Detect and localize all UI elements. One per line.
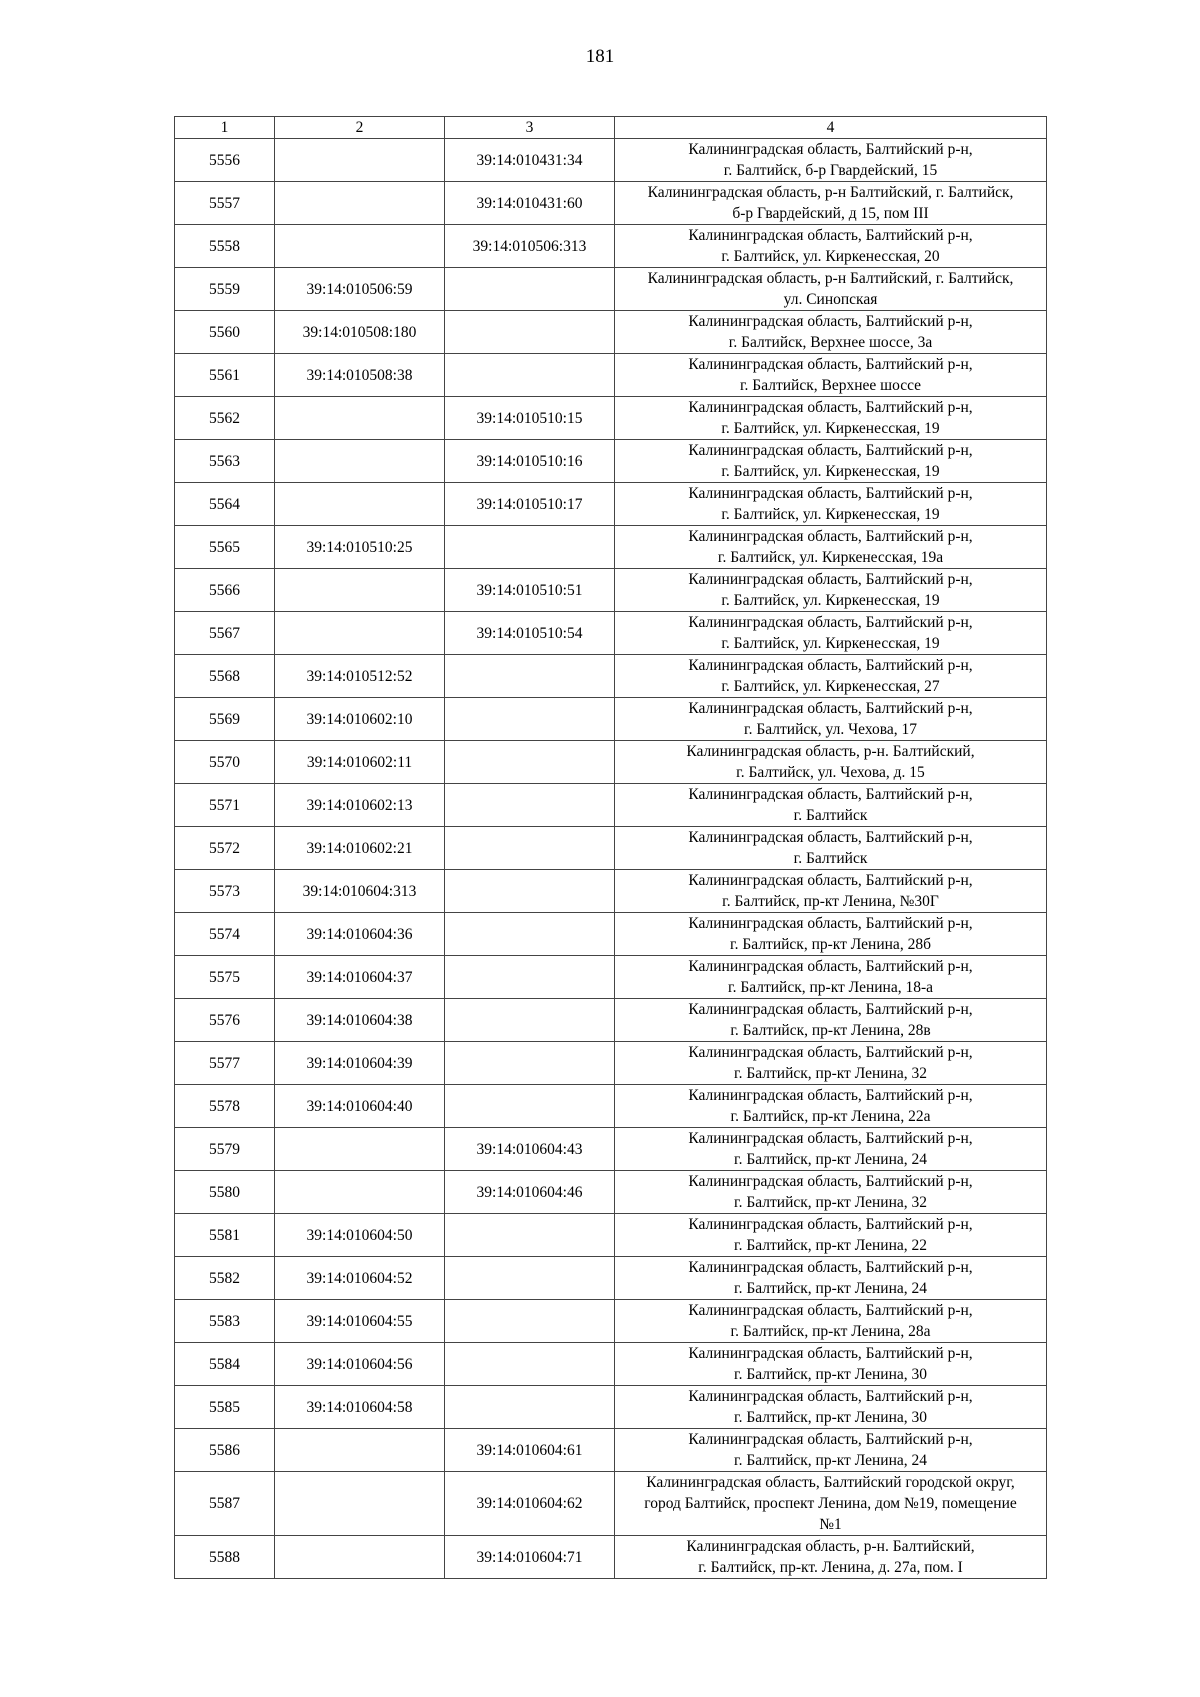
row-number: 5584 xyxy=(175,1343,275,1386)
cadastral-number-col3: 39:14:010604:61 xyxy=(445,1429,615,1472)
address-line-2: г. Балтийск, пр-кт Ленина, 24 xyxy=(733,1280,928,1297)
address-cell xyxy=(615,655,1047,698)
address-line-2: г. Балтийск, ул. Киркенесская, 19а xyxy=(717,549,944,566)
cadastral-number-col3 xyxy=(445,1042,615,1085)
table-row xyxy=(175,655,1047,698)
address-cell xyxy=(615,784,1047,827)
row-number: 5556 xyxy=(175,139,275,182)
address-line-2: ул. Синопская xyxy=(783,291,878,308)
address-line-2: г. Балтийск, ул. Киркенесская, 19 xyxy=(721,463,940,480)
address-cell xyxy=(615,569,1047,612)
address-line-2: б-р Гвардейский, д 15, пом III xyxy=(732,205,929,222)
cadastral-number-col2: 39:14:010604:56 xyxy=(275,1343,445,1386)
address-cell xyxy=(615,741,1047,784)
address-line-1: Калининградская область, Балтийский р-н, xyxy=(688,1130,973,1147)
address-line-2: г. Балтийск, пр-кт Ленина, 28б xyxy=(730,936,931,953)
address-line-1: Калининградская область, Балтийский р-н, xyxy=(688,1388,973,1405)
row-number: 5576 xyxy=(175,999,275,1042)
cadastral-number-col2: 39:14:010602:13 xyxy=(275,784,445,827)
row-number: 5570 xyxy=(175,741,275,784)
cadastral-number-col2: 39:14:010510:25 xyxy=(275,526,445,569)
column-header-3: 3 xyxy=(445,117,615,139)
row-number: 5569 xyxy=(175,698,275,741)
cadastral-number-col2: 39:14:010602:11 xyxy=(275,741,445,784)
address-cell xyxy=(615,913,1047,956)
address-cell xyxy=(615,1171,1047,1214)
address-line-1: Калининградская область, Балтийский р-н, xyxy=(688,915,973,932)
registry-table xyxy=(174,116,1047,1579)
table-row xyxy=(175,1300,1047,1343)
cadastral-number-col2 xyxy=(275,612,445,655)
address-cell xyxy=(615,827,1047,870)
address-cell xyxy=(615,1386,1047,1429)
row-number: 5583 xyxy=(175,1300,275,1343)
address-line-3: №1 xyxy=(819,1516,842,1533)
address-line-1: Калининградская область, Балтийский городской округ, xyxy=(646,1474,1015,1491)
address-line-1: Калининградская область, Балтийский р-н, xyxy=(688,1173,973,1190)
address-line-1: Калининградская область, р-н. Балтийский, xyxy=(686,743,975,760)
row-number: 5581 xyxy=(175,1214,275,1257)
address-cell xyxy=(615,999,1047,1042)
table-row xyxy=(175,526,1047,569)
address-line-2: г. Балтийск, пр-кт Ленина, 22а xyxy=(730,1108,931,1125)
table-row xyxy=(175,1472,1047,1536)
cadastral-number-col2: 39:14:010506:59 xyxy=(275,268,445,311)
address-line-1: Калининградская область, Балтийский р-н, xyxy=(688,1259,973,1276)
cadastral-number-col2: 39:14:010604:40 xyxy=(275,1085,445,1128)
column-header-1: 1 xyxy=(175,117,275,139)
column-header-4: 4 xyxy=(615,117,1047,139)
cadastral-number-col2 xyxy=(275,483,445,526)
cadastral-number-col3 xyxy=(445,1300,615,1343)
address-cell xyxy=(615,1214,1047,1257)
cadastral-number-col2 xyxy=(275,440,445,483)
row-number: 5567 xyxy=(175,612,275,655)
cadastral-number-col3: 39:14:010510:16 xyxy=(445,440,615,483)
table-body xyxy=(175,139,1047,1579)
row-number: 5558 xyxy=(175,225,275,268)
cadastral-number-col2 xyxy=(275,225,445,268)
cadastral-number-col2: 39:14:010604:38 xyxy=(275,999,445,1042)
address-line-2: г. Балтийск, пр-кт Ленина, 32 xyxy=(733,1065,928,1082)
address-line-1: Калининградская область, Балтийский р-н, xyxy=(688,829,973,846)
cadastral-number-col3 xyxy=(445,1085,615,1128)
cadastral-number-col2 xyxy=(275,397,445,440)
row-number: 5560 xyxy=(175,311,275,354)
table-row xyxy=(175,741,1047,784)
address-line-2: г. Балтийск, ул. Киркенесская, 19 xyxy=(721,592,940,609)
table-row xyxy=(175,698,1047,741)
cadastral-number-col3: 39:14:010431:34 xyxy=(445,139,615,182)
cadastral-number-col2: 39:14:010604:39 xyxy=(275,1042,445,1085)
table-row xyxy=(175,268,1047,311)
table-row xyxy=(175,1536,1047,1579)
cadastral-number-col3: 39:14:010431:60 xyxy=(445,182,615,225)
address-cell xyxy=(615,698,1047,741)
table-row xyxy=(175,1085,1047,1128)
address-line-2: г. Балтийск, пр-кт Ленина, №30Г xyxy=(722,893,939,910)
address-line-1: Калининградская область, Балтийский р-н, xyxy=(688,485,973,502)
cadastral-number-col3 xyxy=(445,784,615,827)
cadastral-number-col2 xyxy=(275,1128,445,1171)
cadastral-number-col3 xyxy=(445,913,615,956)
address-line-2: г. Балтийск, пр-кт Ленина, 32 xyxy=(733,1194,928,1211)
cadastral-number-col3 xyxy=(445,354,615,397)
table-row xyxy=(175,569,1047,612)
cadastral-number-col3: 39:14:010506:313 xyxy=(445,225,615,268)
address-line-1: Калининградская область, Балтийский р-н, xyxy=(688,227,973,244)
address-line-2: г. Балтийск, Верхнее шоссе xyxy=(739,377,922,394)
row-number: 5582 xyxy=(175,1257,275,1300)
row-number: 5579 xyxy=(175,1128,275,1171)
address-cell xyxy=(615,268,1047,311)
row-number: 5562 xyxy=(175,397,275,440)
address-line-2: г. Балтийск, пр-кт Ленина, 28в xyxy=(730,1022,931,1039)
table-row xyxy=(175,1429,1047,1472)
cadastral-number-col3 xyxy=(445,698,615,741)
cadastral-number-col3: 39:14:010510:51 xyxy=(445,569,615,612)
address-cell xyxy=(615,1128,1047,1171)
cadastral-number-col3 xyxy=(445,655,615,698)
cadastral-number-col3 xyxy=(445,827,615,870)
cadastral-number-col2 xyxy=(275,1472,445,1536)
address-cell xyxy=(615,354,1047,397)
row-number: 5564 xyxy=(175,483,275,526)
table-row xyxy=(175,999,1047,1042)
cadastral-number-col3 xyxy=(445,1343,615,1386)
table-row xyxy=(175,1128,1047,1171)
address-line-2: г. Балтийск, пр-кт. Ленина, д. 27а, пом. I xyxy=(698,1559,963,1576)
address-line-2: г. Балтийск, пр-кт Ленина, 22 xyxy=(733,1237,928,1254)
address-line-1: Калининградская область, Балтийский р-н, xyxy=(688,356,973,373)
table-row xyxy=(175,225,1047,268)
table-row xyxy=(175,1386,1047,1429)
row-number: 5566 xyxy=(175,569,275,612)
page-number: 181 xyxy=(585,46,615,67)
address-line-2: г. Балтийск, пр-кт Ленина, 28а xyxy=(730,1323,931,1340)
cadastral-number-col2: 39:14:010602:21 xyxy=(275,827,445,870)
cadastral-number-col3 xyxy=(445,999,615,1042)
address-line-1: Калининградская область, Балтийский р-н, xyxy=(688,399,973,416)
row-number: 5577 xyxy=(175,1042,275,1085)
address-line-2: г. Балтийск, ул. Киркенесская, 19 xyxy=(721,506,940,523)
row-number: 5572 xyxy=(175,827,275,870)
address-line-1: Калининградская область, р-н. Балтийский, xyxy=(686,1538,975,1555)
cadastral-number-col2: 39:14:010508:38 xyxy=(275,354,445,397)
cadastral-number-col3 xyxy=(445,268,615,311)
address-cell xyxy=(615,612,1047,655)
address-cell xyxy=(615,1042,1047,1085)
cadastral-number-col2 xyxy=(275,1429,445,1472)
row-number: 5561 xyxy=(175,354,275,397)
cadastral-number-col2 xyxy=(275,1171,445,1214)
table-row xyxy=(175,1343,1047,1386)
cadastral-number-col2: 39:14:010602:10 xyxy=(275,698,445,741)
address-line-2: г. Балтийск, ул. Чехова, 17 xyxy=(744,721,917,738)
address-line-2: г. Балтийск, пр-кт Ленина, 18-а xyxy=(727,979,934,996)
address-line-1: Калининградская область, Балтийский р-н, xyxy=(688,141,973,158)
cadastral-number-col2: 39:14:010604:50 xyxy=(275,1214,445,1257)
address-line-1: Калининградская область, Балтийский р-н, xyxy=(688,528,973,545)
address-cell xyxy=(615,1472,1047,1536)
table-row xyxy=(175,612,1047,655)
address-line-2: г. Балтийск, пр-кт Ленина, 24 xyxy=(733,1452,928,1469)
address-line-2: г. Балтийск, ул. Киркенесская, 19 xyxy=(721,420,940,437)
address-line-1: Калининградская область, Балтийский р-н, xyxy=(688,700,973,717)
row-number: 5559 xyxy=(175,268,275,311)
address-line-1: Калининградская область, Балтийский р-н, xyxy=(688,1431,973,1448)
address-line-2: г. Балтийск, б-р Гвардейский, 15 xyxy=(723,162,938,179)
table-row xyxy=(175,827,1047,870)
row-number: 5574 xyxy=(175,913,275,956)
address-cell xyxy=(615,225,1047,268)
row-number: 5568 xyxy=(175,655,275,698)
cadastral-number-col3 xyxy=(445,956,615,999)
row-number: 5588 xyxy=(175,1536,275,1579)
address-cell xyxy=(615,1085,1047,1128)
cadastral-number-col2: 39:14:010604:52 xyxy=(275,1257,445,1300)
address-line-1: Калининградская область, Балтийский р-н, xyxy=(688,872,973,889)
address-cell xyxy=(615,870,1047,913)
address-line-1: Калининградская область, Балтийский р-н, xyxy=(688,958,973,975)
address-line-1: Калининградская область, Балтийский р-н, xyxy=(688,313,973,330)
address-line-1: Калининградская область, Балтийский р-н, xyxy=(688,1302,973,1319)
address-line-2: г. Балтийск, Верхнее шоссе, 3а xyxy=(728,334,933,351)
table-row xyxy=(175,139,1047,182)
cadastral-number-col3 xyxy=(445,741,615,784)
row-number: 5565 xyxy=(175,526,275,569)
row-number: 5575 xyxy=(175,956,275,999)
address-line-1: Калининградская область, Балтийский р-н, xyxy=(688,571,973,588)
table-row xyxy=(175,1214,1047,1257)
address-line-2: г. Балтийск, ул. Киркенесская, 19 xyxy=(721,635,940,652)
table-row xyxy=(175,440,1047,483)
address-line-2: г. Балтийск xyxy=(793,807,868,824)
cadastral-number-col3 xyxy=(445,526,615,569)
address-line-2: г. Балтийск, пр-кт Ленина, 30 xyxy=(733,1366,928,1383)
address-line-1: Калининградская область, Балтийский р-н, xyxy=(688,1044,973,1061)
table-row xyxy=(175,1042,1047,1085)
row-number: 5573 xyxy=(175,870,275,913)
table-row xyxy=(175,784,1047,827)
address-cell xyxy=(615,397,1047,440)
cadastral-number-col2: 39:14:010604:36 xyxy=(275,913,445,956)
address-cell xyxy=(615,1536,1047,1579)
cadastral-number-col2 xyxy=(275,569,445,612)
cadastral-number-col2 xyxy=(275,139,445,182)
address-line-1: Калининградская область, Балтийский р-н, xyxy=(688,1001,973,1018)
cadastral-number-col3: 39:14:010604:43 xyxy=(445,1128,615,1171)
table-row xyxy=(175,1257,1047,1300)
row-number: 5580 xyxy=(175,1171,275,1214)
address-cell xyxy=(615,311,1047,354)
header-row xyxy=(175,117,1047,139)
cadastral-number-col3 xyxy=(445,1214,615,1257)
address-cell xyxy=(615,1300,1047,1343)
cadastral-number-col2: 39:14:010604:37 xyxy=(275,956,445,999)
address-line-1: Калининградская область, р-н Балтийский, г. Балтийск, xyxy=(647,184,1014,201)
table-row xyxy=(175,483,1047,526)
cadastral-number-col3: 39:14:010604:71 xyxy=(445,1536,615,1579)
row-number: 5585 xyxy=(175,1386,275,1429)
cadastral-number-col3: 39:14:010604:62 xyxy=(445,1472,615,1536)
row-number: 5578 xyxy=(175,1085,275,1128)
address-line-1: Калининградская область, Балтийский р-н, xyxy=(688,614,973,631)
row-number: 5563 xyxy=(175,440,275,483)
cadastral-number-col2: 39:14:010604:58 xyxy=(275,1386,445,1429)
address-line-1: Калининградская область, Балтийский р-н, xyxy=(688,786,973,803)
row-number: 5571 xyxy=(175,784,275,827)
address-line-1: Калининградская область, р-н Балтийский, г. Балтийск, xyxy=(647,270,1014,287)
address-line-1: Калининградская область, Балтийский р-н, xyxy=(688,1345,973,1362)
cadastral-number-col2: 39:14:010604:55 xyxy=(275,1300,445,1343)
cadastral-number-col2: 39:14:010508:180 xyxy=(275,311,445,354)
row-number: 5557 xyxy=(175,182,275,225)
address-line-2: г. Балтийск, пр-кт Ленина, 30 xyxy=(733,1409,928,1426)
table-row xyxy=(175,311,1047,354)
table-row xyxy=(175,354,1047,397)
cadastral-number-col3: 39:14:010510:15 xyxy=(445,397,615,440)
address-line-2: город Балтийск, проспект Ленина, дом №19, помещение xyxy=(644,1495,1017,1512)
address-cell xyxy=(615,1257,1047,1300)
address-cell xyxy=(615,1429,1047,1472)
cadastral-number-col3: 39:14:010510:54 xyxy=(445,612,615,655)
table-row xyxy=(175,870,1047,913)
address-cell xyxy=(615,182,1047,225)
cadastral-number-col3 xyxy=(445,1257,615,1300)
address-cell xyxy=(615,440,1047,483)
address-cell xyxy=(615,956,1047,999)
cadastral-number-col2: 39:14:010512:52 xyxy=(275,655,445,698)
address-line-1: Калининградская область, Балтийский р-н, xyxy=(688,1216,973,1233)
cadastral-number-col2 xyxy=(275,182,445,225)
address-line-2: г. Балтийск, пр-кт Ленина, 24 xyxy=(733,1151,928,1168)
table-row xyxy=(175,182,1047,225)
address-line-2: г. Балтийск, ул. Киркенесская, 20 xyxy=(721,248,940,265)
cadastral-number-col2: 39:14:010604:313 xyxy=(275,870,445,913)
table-row xyxy=(175,397,1047,440)
address-line-1: Калининградская область, Балтийский р-н, xyxy=(688,442,973,459)
cadastral-number-col3 xyxy=(445,1386,615,1429)
address-line-2: г. Балтийск xyxy=(793,850,868,867)
cadastral-number-col3 xyxy=(445,311,615,354)
address-cell xyxy=(615,526,1047,569)
row-number: 5586 xyxy=(175,1429,275,1472)
cadastral-number-col3 xyxy=(445,870,615,913)
table-row xyxy=(175,956,1047,999)
address-cell xyxy=(615,483,1047,526)
address-line-1: Калининградская область, Балтийский р-н, xyxy=(688,657,973,674)
cadastral-number-col3: 39:14:010510:17 xyxy=(445,483,615,526)
cadastral-number-col2 xyxy=(275,1536,445,1579)
address-line-2: г. Балтийск, ул. Чехова, д. 15 xyxy=(736,764,925,781)
row-number: 5587 xyxy=(175,1472,275,1536)
address-line-2: г. Балтийск, ул. Киркенесская, 27 xyxy=(721,678,940,695)
cadastral-number-col3: 39:14:010604:46 xyxy=(445,1171,615,1214)
address-line-1: Калининградская область, Балтийский р-н, xyxy=(688,1087,973,1104)
column-header-2: 2 xyxy=(275,117,445,139)
address-cell xyxy=(615,139,1047,182)
table-row xyxy=(175,913,1047,956)
table-row xyxy=(175,1171,1047,1214)
address-cell xyxy=(615,1343,1047,1386)
